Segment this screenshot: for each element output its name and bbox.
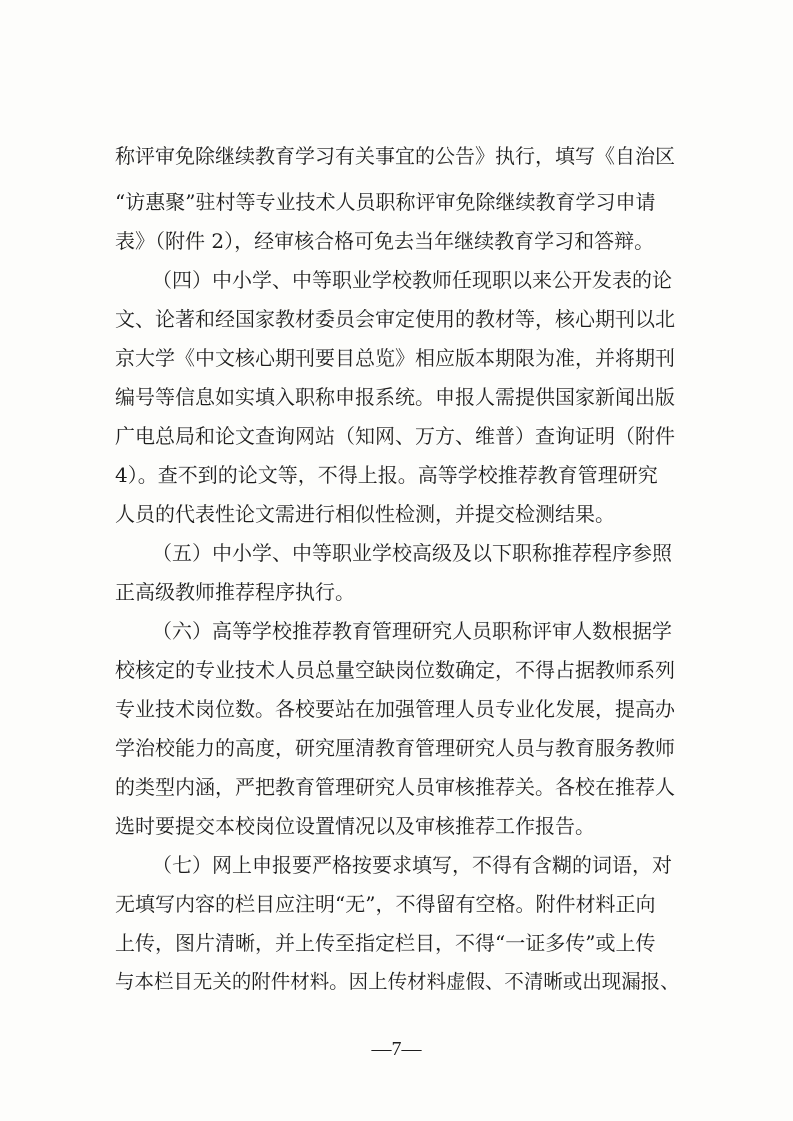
text-line: 专业技术岗位数。各校要站在加强管理人员专业化发展，提高办 bbox=[115, 697, 675, 721]
text-line: 称评审免除继续教育学习有关事宜的公告》执行，填写《自治区 bbox=[115, 144, 675, 168]
text-line: 学治校能力的高度，研究厘清教育管理研究人员与教育服务教师 bbox=[115, 736, 675, 760]
text-line: 人员的代表性论文需进行相似性检测，并提交检测结果。 bbox=[115, 502, 615, 526]
text-line: 校核定的专业技术人员总量空缺岗位数确定，不得占据教师系列 bbox=[115, 658, 675, 682]
text-line: 编号等信息如实填入职称申报系统。申报人需提供国家新闻出版 bbox=[115, 385, 675, 409]
page-number: —7— bbox=[371, 1038, 422, 1060]
text-line: （六）高等学校推荐教育管理研究人员职称评审人数根据学 bbox=[152, 619, 672, 643]
text-line: （五）中小学、中等职业学校高级及以下职称推荐程序参照 bbox=[152, 541, 672, 565]
text-line: 正高级教师推荐程序执行。 bbox=[115, 580, 355, 604]
text-line: 选时要提交本校岗位设置情况以及审核推荐工作报告。 bbox=[115, 814, 595, 838]
text-line: 广电总局和论文查询网站（知网、万方、维普）查询证明（附件 bbox=[115, 424, 675, 448]
text-line: 文、论著和经国家教材委员会审定使用的教材等，核心期刊以北 bbox=[115, 307, 675, 331]
text-line: 京大学《中文核心期刊要目总览》相应版本期限为准，并将期刊 bbox=[115, 346, 675, 370]
text-line: （四）中小学、中等职业学校教师任现职以来公开发表的论 bbox=[152, 268, 672, 292]
text-line: 上传，图片清晰，并上传至指定栏目，不得“一证多传”或上传 bbox=[115, 931, 656, 955]
text-line: （七）网上申报要严格按要求填写，不得有含糊的词语，对 bbox=[152, 853, 672, 877]
text-line: 与本栏目无关的附件材料。因上传材料虚假、不清晰或出现漏报、 bbox=[115, 970, 680, 993]
text-line: “访惠聚”驻村等专业技术人员职称评审免除继续教育学习申请 bbox=[115, 190, 656, 214]
text-line: 表》（附件 2），经审核合格可免去当年继续教育学习和答辩。 bbox=[115, 229, 655, 253]
text-line: 无填写内容的栏目应注明“无”，不得留有空格。附件材料正向 bbox=[115, 892, 656, 916]
text-line: 4）。查不到的论文等，不得上报。高等学校推荐教育管理研究 bbox=[115, 463, 658, 487]
text-line: 的类型内涵，严把教育管理研究人员审核推荐关。各校在推荐人 bbox=[115, 775, 675, 799]
